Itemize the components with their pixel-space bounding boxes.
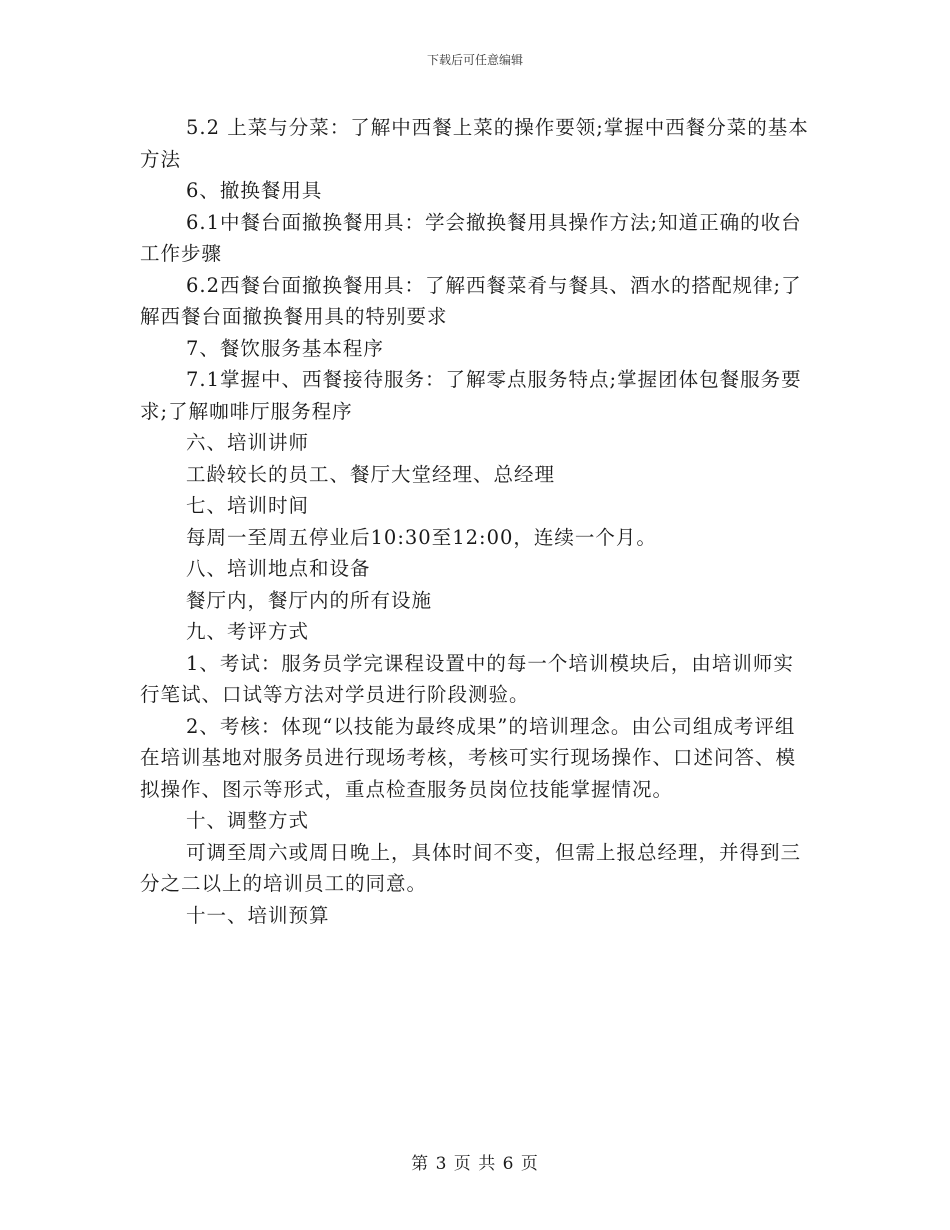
paragraph-7-1-reception: 7.1掌握中、西餐接待服务：了解零点服务特点;掌握团体包餐服务要求;了解咖啡厅服务程序 [140, 368, 802, 423]
heading-eleven-budget: 十一、培训预算 [186, 903, 330, 927]
paragraph-location: 餐厅内，餐厅内的所有设施 [186, 588, 433, 612]
paragraph-5-2-serving: 5.2 上菜与分菜：了解中西餐上菜的操作要领;掌握中西餐分菜的基本方法 [140, 116, 809, 171]
heading-seven-time: 七、培训时间 [186, 494, 310, 517]
paragraph-assessment: 2、考核：体现“以技能为最终成果”的培训理念。由公司组成考评组在培训基地对服务员进行现场考核，考核可实行现场操作、口述问答、模拟操作、图示等形式，重点检查服务员岗位技能掌握情况。 [140, 714, 797, 801]
heading-six-trainers: 六、培训讲师 [186, 431, 310, 454]
heading-ten-adjustment: 十、调整方式 [186, 809, 310, 832]
document-body [140, 112, 812, 931]
heading-7-service-procedure: 7、餐饮服务基本程序 [186, 336, 384, 360]
paragraph-adjustment: 可调至周六或周日晚上，具体时间不变，但需上报总经理，并得到三分之二以上的培训员工的同意。 [140, 840, 802, 895]
paragraph-exam: 1、考试：服务员学完课程设置中的每一个培训模块后，由培训师实行笔试、口试等方法对学员进行阶段测验。 [140, 651, 794, 706]
heading-nine-evaluation: 九、考评方式 [186, 620, 310, 643]
page-number: 第 3 页 共 6 页 [411, 1154, 539, 1174]
heading-eight-location: 八、培训地点和设备 [186, 557, 371, 580]
heading-6-changing-utensils: 6、撤换餐用具 [186, 179, 323, 202]
paragraph-6-1-chinese-table: 6.1中餐台面撤换餐用具：学会撤换餐用具操作方法;知道正确的收台工作步骤 [140, 210, 802, 265]
paragraph-trainers: 工龄较长的员工、餐厅大堂经理、总经理 [186, 462, 556, 486]
paragraph-time: 每周一至周五停业后10:30至12:00，连续一个月。 [186, 525, 657, 549]
page-header-note: 下载后可任意编辑 [426, 53, 523, 67]
paragraph-6-2-western-table: 6.2西餐台面撤换餐用具：了解西餐菜肴与餐具、酒水的搭配规律;了解西餐台面撤换餐用具的特别要求 [140, 273, 802, 328]
